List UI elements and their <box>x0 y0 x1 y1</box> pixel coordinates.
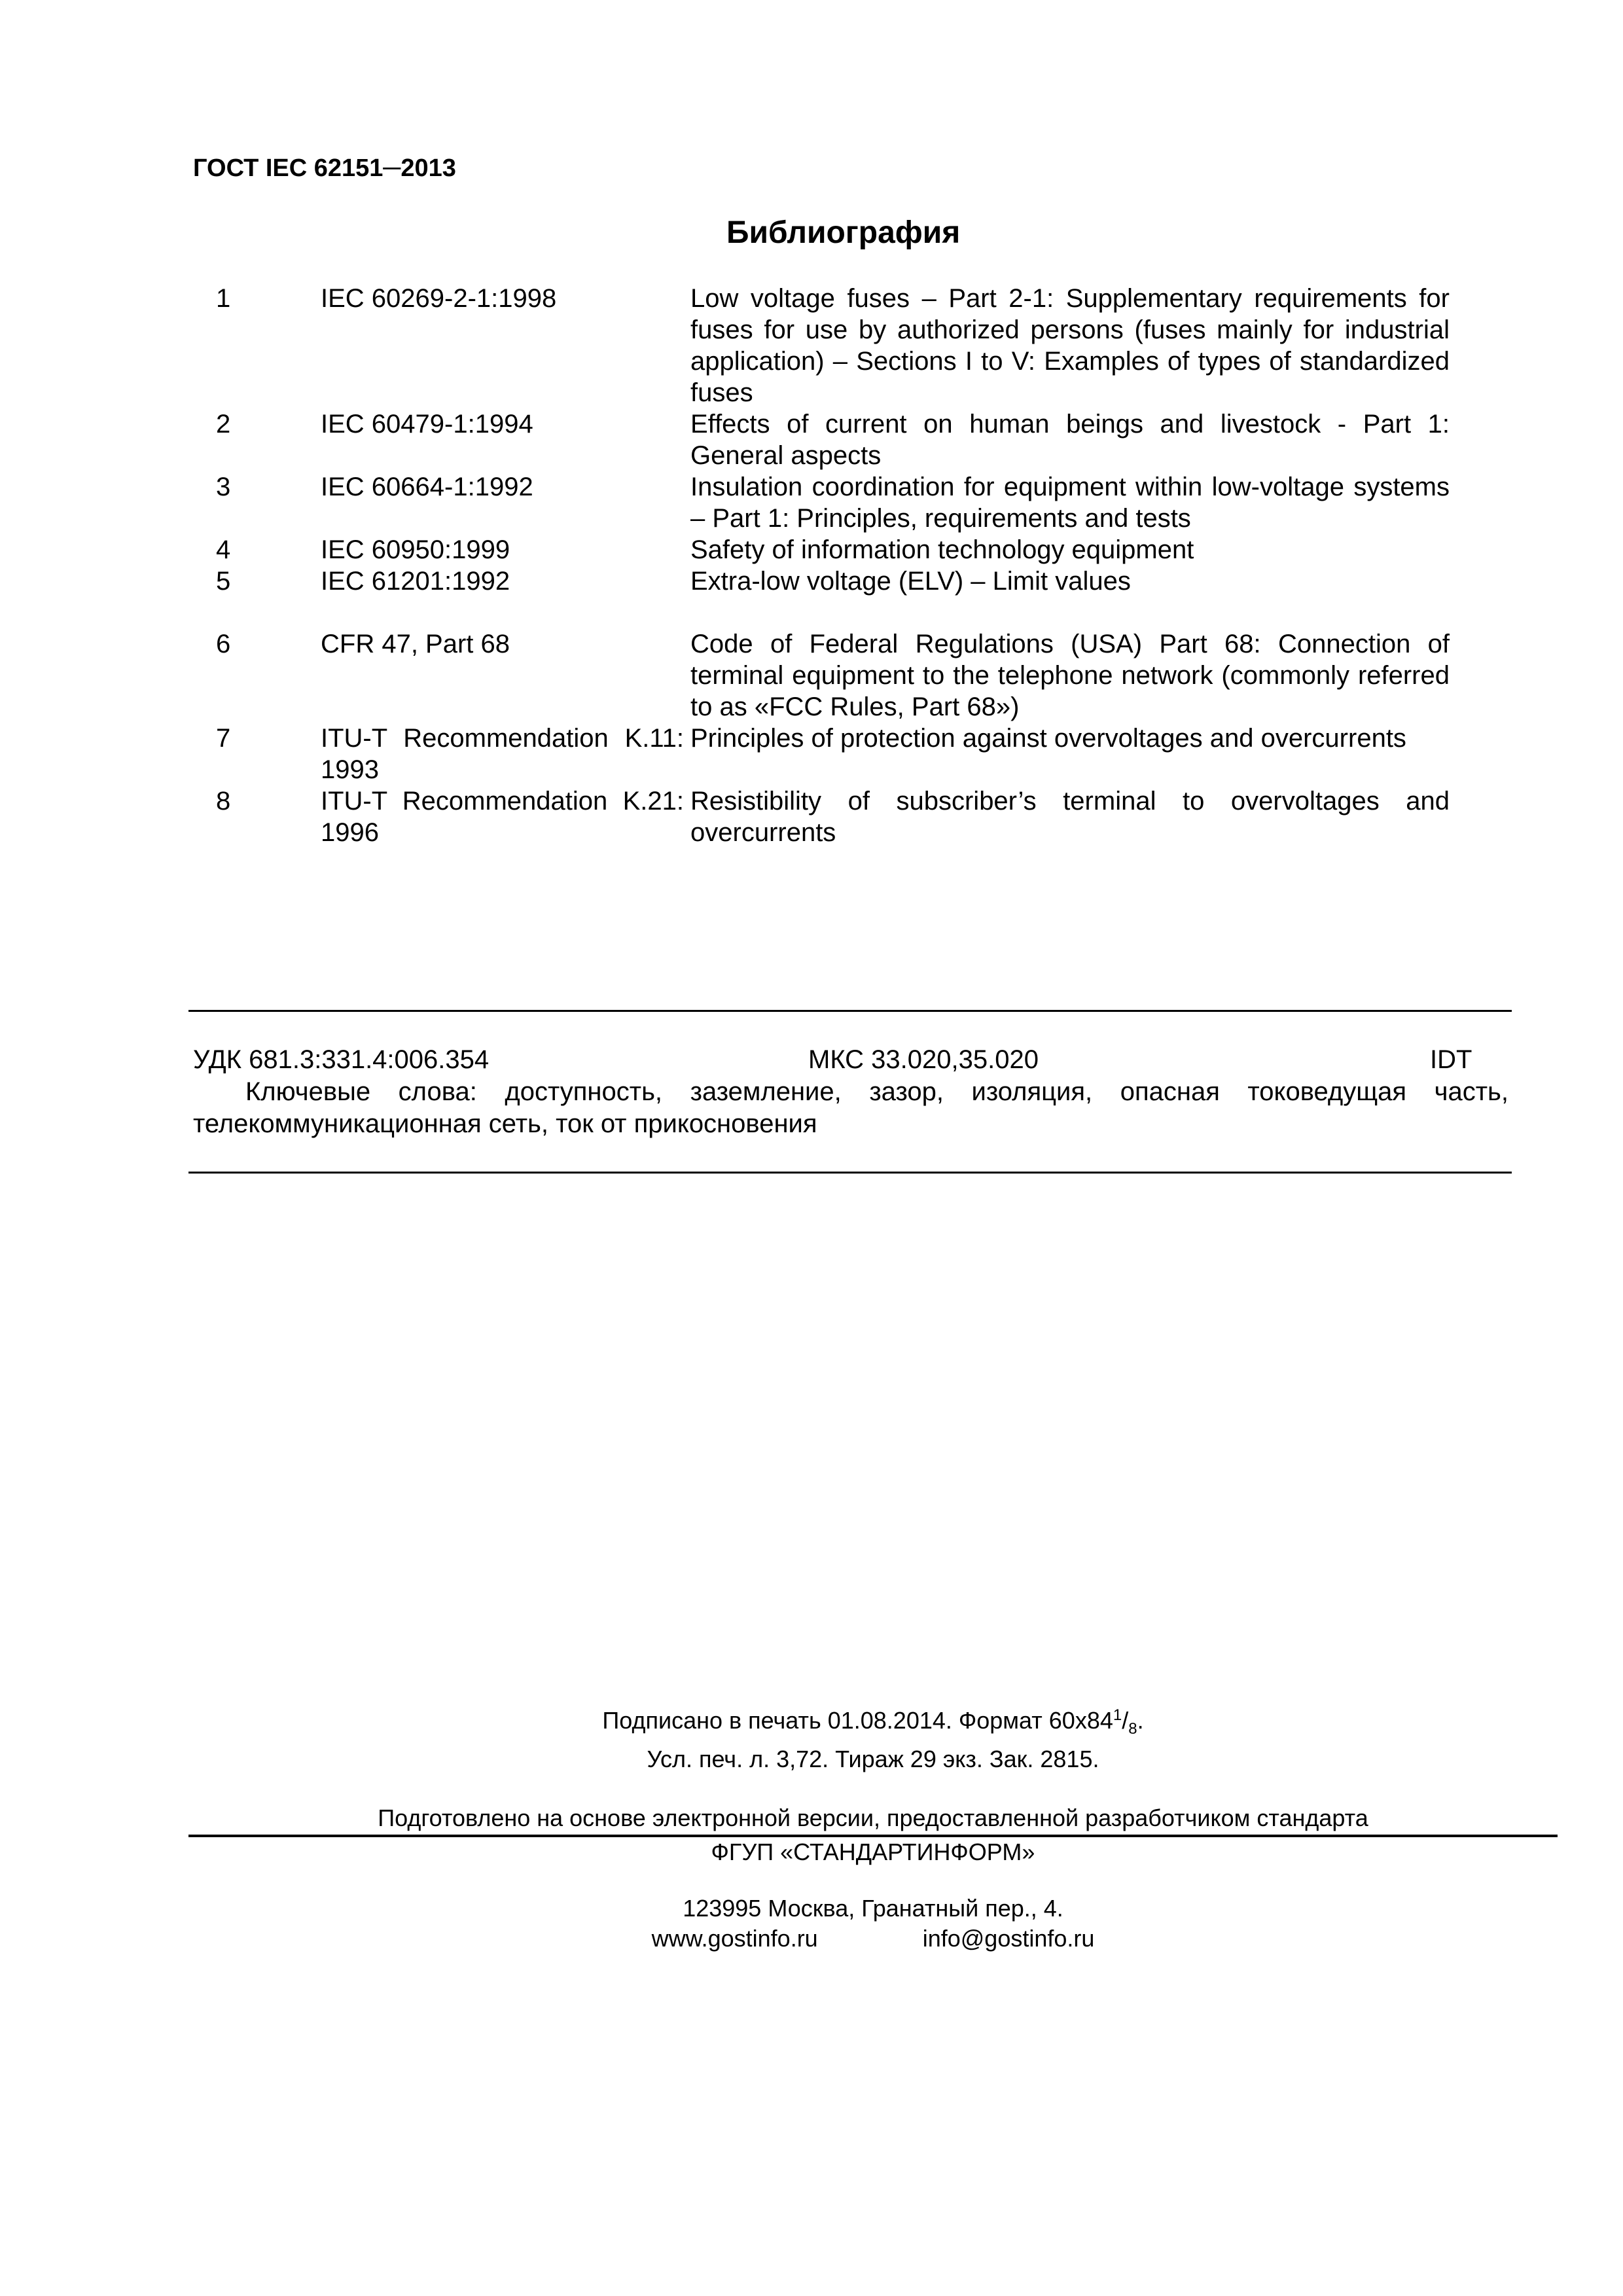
entry-reference: IEC 60950:1999 <box>321 535 510 564</box>
publisher: ФГУП «СТАНДАРТИНФОРМ» <box>711 1839 1035 1866</box>
bibliography-entry <box>193 628 1495 723</box>
entry-reference: CFR 47, Part 68 <box>321 630 510 658</box>
format-subscript: 8 <box>1128 1720 1137 1738</box>
entry-title: Insulation coordination for equipment within low-voltage systems – Part 1: Principles, requirements and tests <box>690 473 1450 533</box>
bibliography-entry <box>193 565 1495 597</box>
entry-reference: ITU-T Recommendation K.11: 1993 <box>321 724 684 784</box>
entry-number: 5 <box>216 567 231 596</box>
format-slash: / <box>1122 1707 1129 1734</box>
entry-reference: IEC 60664-1:1992 <box>321 473 533 501</box>
entry-title: Low voltage fuses – Part 2-1: Supplementary requirements for fuses for use by authorized persons (fuses mainly for industrial application) – Sections I to V: Examples of types of standardized fuses <box>690 284 1450 407</box>
entry-number: 2 <box>216 410 231 439</box>
publisher-address: 123995 Москва, Гранатный пер., 4. <box>683 1895 1063 1922</box>
format-superscript: 1 <box>1113 1706 1122 1724</box>
bibliography-entry <box>193 408 1495 471</box>
udk-code: УДК 681.3:331.4:006.354 <box>193 1045 490 1074</box>
entry-number: 4 <box>216 535 231 564</box>
entry-reference: IEC 61201:1992 <box>321 567 510 596</box>
imprint-block <box>188 1700 1558 1954</box>
standard-number: ГОСТ IEC 62151─2013 <box>193 154 456 182</box>
entry-title: Resistibility of subscriber’s terminal to overvoltages and overcurrents <box>690 787 1450 847</box>
entry-title: Safety of information technology equipment <box>690 535 1194 564</box>
signed-line <box>188 1700 1558 1744</box>
entry-number: 1 <box>216 284 231 313</box>
divider-bottom <box>188 1172 1512 1174</box>
entry-title: Effects of current on human beings and livestock - Part 1: General aspects <box>690 410 1450 470</box>
bibliography-entry <box>193 534 1495 565</box>
prepared-note: Подготовлено на основе электронной версии, предоставленной разработчиком стандарта <box>378 1804 1368 1832</box>
divider-top <box>188 1010 1512 1012</box>
entry-number: 8 <box>216 787 231 816</box>
bibliography-title: Библиография <box>726 215 961 250</box>
entry-title: Code of Federal Regulations (USA) Part 68: Connection of terminal equipment to the telephone network (commonly referred to as «FCC Rules, Part 68») <box>690 630 1450 721</box>
mks-code: МКС 33.020,35.020 <box>808 1045 1039 1074</box>
signed-text: Подписано в печать 01.08.2014. Формат 60x84 <box>602 1707 1113 1734</box>
entry-reference: ITU-T Recommendation K.21: 1996 <box>321 787 684 847</box>
entry-number: 7 <box>216 724 231 753</box>
idt-mark: IDT <box>1430 1045 1472 1074</box>
entry-reference: IEC 60479-1:1994 <box>321 410 533 439</box>
keywords: Ключевые слова: доступность, заземление, зазор, изоляция, опасная токоведущая часть, телекоммуникационная сеть, ток от прикосновения <box>193 1077 1508 1138</box>
entry-reference: IEC 60269-2-1:1998 <box>321 284 557 313</box>
entry-number: 6 <box>216 630 231 658</box>
email-link[interactable]: info@gostinfo.ru <box>922 1925 1095 1952</box>
print-details: Усл. печ. л. 3,72. Тираж 29 экз. Зак. 2815. <box>647 1746 1099 1773</box>
classification-block <box>193 1044 1508 1140</box>
website-link[interactable]: www.gostinfo.ru <box>651 1925 818 1952</box>
bibliography-entry <box>193 723 1495 785</box>
entry-title: Extra-low voltage (ELV) – Limit values <box>690 567 1131 596</box>
classification-codes <box>193 1044 1508 1076</box>
entry-number: 3 <box>216 473 231 501</box>
format-end: . <box>1137 1707 1144 1734</box>
entry-title: Principles of protection against overvoltages and overcurrents <box>690 724 1406 753</box>
contact-line <box>188 1924 1558 1954</box>
bibliography-list <box>193 283 1495 848</box>
bibliography-entry <box>193 471 1495 534</box>
bibliography-entry <box>193 785 1495 848</box>
bibliography-entry <box>193 283 1495 408</box>
